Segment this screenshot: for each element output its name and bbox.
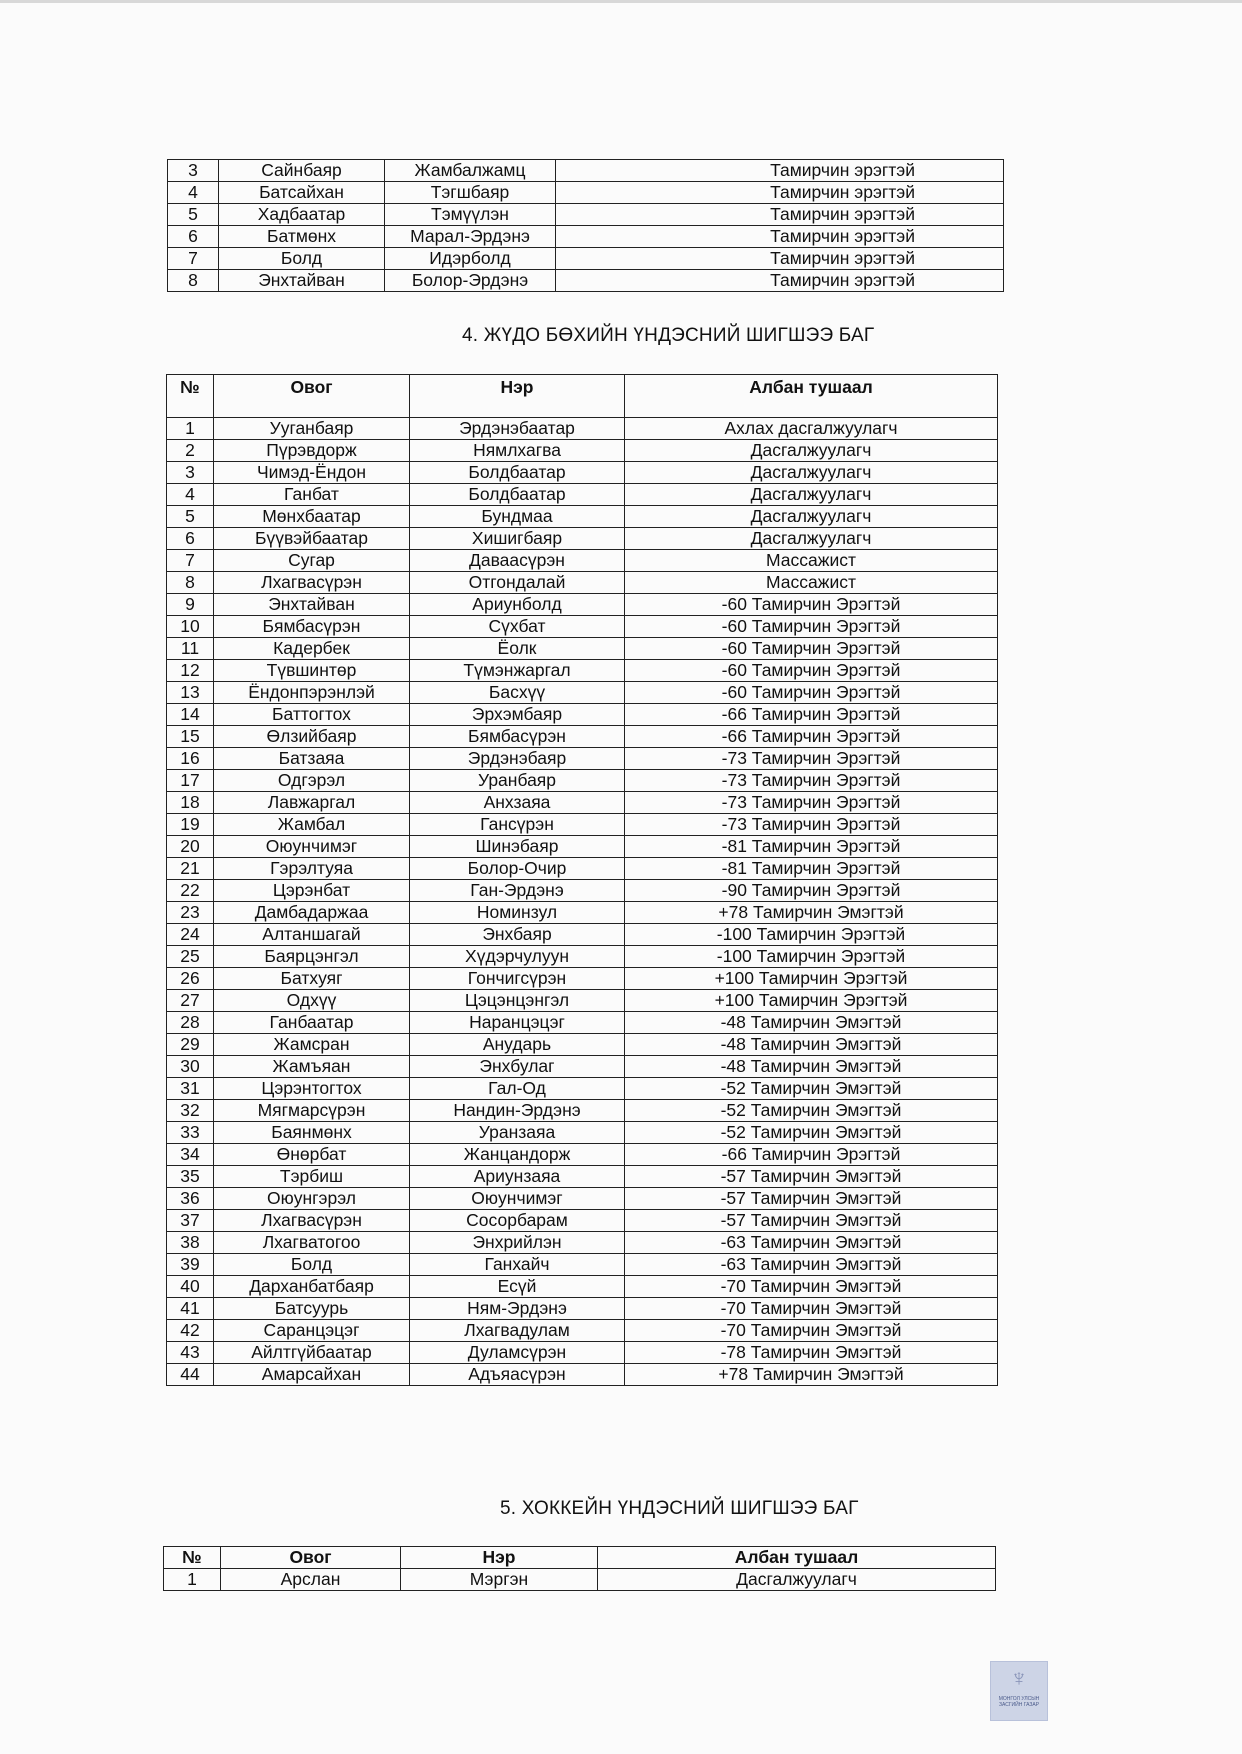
table-row [167, 1144, 998, 1166]
cell-surname: Энхтайван [214, 594, 410, 616]
table-row [167, 484, 998, 506]
cell-surname: Чимэд-Ёндон [214, 462, 410, 484]
cell-name: Гончигсүрэн [410, 968, 625, 990]
cell-name: Эрдэнэбаатар [410, 418, 625, 440]
table-row [168, 248, 1004, 270]
cell-surname: Дамбадаржаа [214, 902, 410, 924]
cell-number: 5 [168, 204, 219, 226]
cell-number: 5 [167, 506, 214, 528]
cell-number: 35 [167, 1166, 214, 1188]
table-row [167, 1254, 998, 1276]
cell-surname: Дарханбатбаяр [214, 1276, 410, 1298]
cell-position: -52 Тамирчин Эмэгтэй [625, 1078, 998, 1100]
table-row [167, 748, 998, 770]
table-row [167, 1034, 998, 1056]
cell-name: Мэргэн [401, 1569, 598, 1591]
cell-number: 7 [167, 550, 214, 572]
cell-name: Энхрийлэн [410, 1232, 625, 1254]
cell-number: 14 [167, 704, 214, 726]
table-row [167, 946, 998, 968]
cell-name: Энхбулаг [410, 1056, 625, 1078]
table-row [167, 1342, 998, 1364]
cell-number: 16 [167, 748, 214, 770]
cell-number: 20 [167, 836, 214, 858]
cell-number: 41 [167, 1298, 214, 1320]
cell-name: Номинзул [410, 902, 625, 924]
cell-surname: Саранцэцэг [214, 1320, 410, 1342]
cell-name: Тэмүүлэн [385, 204, 556, 226]
table-row [167, 704, 998, 726]
cell-number: 6 [167, 528, 214, 550]
header-position: Албан тушаал [598, 1547, 996, 1569]
cell-number: 4 [167, 484, 214, 506]
cell-number: 8 [168, 270, 219, 292]
table-row [167, 506, 998, 528]
cell-number: 12 [167, 660, 214, 682]
table-row [167, 594, 998, 616]
cell-position: Дасгалжуулагч [625, 462, 998, 484]
cell-number: 33 [167, 1122, 214, 1144]
table-row [167, 1320, 998, 1342]
cell-position: -70 Тамирчин Эмэгтэй [625, 1320, 998, 1342]
cell-number: 6 [168, 226, 219, 248]
cell-position: -81 Тамирчин Эрэгтэй [625, 858, 998, 880]
cell-number: 2 [167, 440, 214, 462]
cell-name: Даваасүрэн [410, 550, 625, 572]
table-row [168, 182, 1004, 204]
cell-number: 7 [168, 248, 219, 270]
cell-name: Анударь [410, 1034, 625, 1056]
cell-surname: Амарсайхан [214, 1364, 410, 1386]
cell-name: Нямлхагва [410, 440, 625, 462]
table-row [168, 160, 1004, 182]
cell-number: 8 [167, 572, 214, 594]
cell-position: -73 Тамирчин Эрэгтэй [625, 814, 998, 836]
cell-position: -81 Тамирчин Эрэгтэй [625, 836, 998, 858]
cell-surname: Батхуяг [214, 968, 410, 990]
cell-surname: Лавжаргал [214, 792, 410, 814]
cell-number: 32 [167, 1100, 214, 1122]
cell-surname: Кадербек [214, 638, 410, 660]
table-row [167, 902, 998, 924]
cell-surname: Одхүү [214, 990, 410, 1012]
cell-number: 30 [167, 1056, 214, 1078]
table-row [167, 682, 998, 704]
table-row [167, 638, 998, 660]
cell-number: 28 [167, 1012, 214, 1034]
cell-name: Болор-Очир [410, 858, 625, 880]
cell-number: 21 [167, 858, 214, 880]
cell-name: Тэгшбаяр [385, 182, 556, 204]
cell-surname: Алтаншагай [214, 924, 410, 946]
table-row [167, 814, 998, 836]
cell-name: Ариунзаяа [410, 1166, 625, 1188]
header-name: Нэр [401, 1547, 598, 1569]
cell-position: -66 Тамирчин Эрэгтэй [625, 704, 998, 726]
cell-name: Ёолк [410, 638, 625, 660]
table-row [167, 528, 998, 550]
soyombo-emblem-icon: ♆ [1010, 1665, 1028, 1692]
cell-surname: Батсуурь [214, 1298, 410, 1320]
cell-number: 38 [167, 1232, 214, 1254]
cell-surname: Ууганбаяр [214, 418, 410, 440]
cell-name: Энхбаяр [410, 924, 625, 946]
cell-name: Сүхбат [410, 616, 625, 638]
cell-position: Массажист [625, 572, 998, 594]
table-row [167, 858, 998, 880]
cell-name: Жамбалжамц [385, 160, 556, 182]
cell-surname: Оюунчимэг [214, 836, 410, 858]
table-row [167, 1122, 998, 1144]
cell-position: -63 Тамирчин Эмэгтэй [625, 1232, 998, 1254]
table-row [167, 1232, 998, 1254]
cell-name: Ариунболд [410, 594, 625, 616]
cell-surname: Энхтайван [219, 270, 385, 292]
cell-position: Тамирчин эрэгтэй [556, 160, 1004, 182]
table-row [167, 1298, 998, 1320]
header-number: № [167, 375, 214, 418]
cell-surname: Цэрэнтогтох [214, 1078, 410, 1100]
hockey-table-header-row [164, 1547, 996, 1569]
cell-name: Гал-Од [410, 1078, 625, 1100]
cell-surname: Мягмарсүрэн [214, 1100, 410, 1122]
cell-number: 11 [167, 638, 214, 660]
table-row [168, 204, 1004, 226]
table-row [167, 660, 998, 682]
cell-position: -57 Тамирчин Эмэгтэй [625, 1210, 998, 1232]
cell-surname: Пүрэвдорж [214, 440, 410, 462]
cell-number: 3 [167, 462, 214, 484]
previous-team-table [167, 159, 1004, 292]
cell-position: -60 Тамирчин Эрэгтэй [625, 682, 998, 704]
cell-position: Дасгалжуулагч [625, 506, 998, 528]
emblem-text-line: ЗАСГИЙН ГАЗАР [998, 1702, 1040, 1708]
cell-position: -63 Тамирчин Эмэгтэй [625, 1254, 998, 1276]
cell-number: 23 [167, 902, 214, 924]
header-position: Албан тушаал [625, 375, 998, 418]
judo-table-header-row [167, 375, 998, 418]
cell-name: Жанцандорж [410, 1144, 625, 1166]
table-row [167, 770, 998, 792]
judo-team-table [166, 374, 998, 1386]
cell-surname: Оюунгэрэл [214, 1188, 410, 1210]
cell-number: 10 [167, 616, 214, 638]
header-name: Нэр [410, 375, 625, 418]
cell-number: 42 [167, 1320, 214, 1342]
cell-surname: Мөнхбаатар [214, 506, 410, 528]
cell-surname: Жамсран [214, 1034, 410, 1056]
cell-surname: Түвшинтөр [214, 660, 410, 682]
cell-name: Бундмаа [410, 506, 625, 528]
cell-name: Ганхайч [410, 1254, 625, 1276]
cell-position: Дасгалжуулагч [625, 528, 998, 550]
cell-number: 26 [167, 968, 214, 990]
cell-position: -57 Тамирчин Эмэгтэй [625, 1188, 998, 1210]
cell-surname: Ганбаатар [214, 1012, 410, 1034]
table-row [167, 572, 998, 594]
cell-position: Тамирчин эрэгтэй [556, 182, 1004, 204]
cell-surname: Айлтгүйбаатар [214, 1342, 410, 1364]
table-row [167, 726, 998, 748]
cell-position: -100 Тамирчин Эрэгтэй [625, 946, 998, 968]
cell-number: 24 [167, 924, 214, 946]
cell-surname: Баянмөнх [214, 1122, 410, 1144]
cell-position: -66 Тамирчин Эрэгтэй [625, 726, 998, 748]
cell-number: 40 [167, 1276, 214, 1298]
cell-surname: Өлзийбаяр [214, 726, 410, 748]
cell-position: -60 Тамирчин Эрэгтэй [625, 594, 998, 616]
cell-number: 31 [167, 1078, 214, 1100]
table-row [167, 1364, 998, 1386]
cell-surname: Батсайхан [219, 182, 385, 204]
cell-position: +100 Тамирчин Эрэгтэй [625, 990, 998, 1012]
cell-name: Уранбаяр [410, 770, 625, 792]
table-row [167, 1276, 998, 1298]
cell-number: 18 [167, 792, 214, 814]
hockey-team-table [163, 1546, 996, 1591]
cell-position: -78 Тамирчин Эмэгтэй [625, 1342, 998, 1364]
cell-surname: Лхагвасүрэн [214, 1210, 410, 1232]
cell-number: 44 [167, 1364, 214, 1386]
table-row [167, 1188, 998, 1210]
cell-name: Марал-Эрдэнэ [385, 226, 556, 248]
cell-number: 4 [168, 182, 219, 204]
cell-number: 27 [167, 990, 214, 1012]
cell-surname: Батмөнх [219, 226, 385, 248]
table-row [167, 550, 998, 572]
cell-position: +78 Тамирчин Эмэгтэй [625, 1364, 998, 1386]
cell-surname: Бүүвэйбаатар [214, 528, 410, 550]
cell-position: Дасгалжуулагч [625, 440, 998, 462]
cell-position: Тамирчин эрэгтэй [556, 270, 1004, 292]
cell-surname: Болд [214, 1254, 410, 1276]
cell-position: -60 Тамирчин Эрэгтэй [625, 616, 998, 638]
cell-name: Гансүрэн [410, 814, 625, 836]
cell-name: Хишигбаяр [410, 528, 625, 550]
cell-position: -48 Тамирчин Эмэгтэй [625, 1056, 998, 1078]
government-emblem [990, 1661, 1048, 1721]
emblem-text-line: МОНГОЛ УЛСЫН [998, 1696, 1040, 1702]
table-row [167, 616, 998, 638]
cell-name: Эрхэмбаяр [410, 704, 625, 726]
cell-number: 9 [167, 594, 214, 616]
cell-surname: Лхагватогоо [214, 1232, 410, 1254]
cell-position: Тамирчин эрэгтэй [556, 226, 1004, 248]
cell-position: -73 Тамирчин Эрэгтэй [625, 792, 998, 814]
cell-number: 34 [167, 1144, 214, 1166]
cell-surname: Сугар [214, 550, 410, 572]
cell-name: Сосорбарам [410, 1210, 625, 1232]
cell-name: Лхагвадулам [410, 1320, 625, 1342]
table-row [167, 792, 998, 814]
cell-number: 25 [167, 946, 214, 968]
cell-name: Түмэнжаргал [410, 660, 625, 682]
cell-surname: Батзаяа [214, 748, 410, 770]
cell-surname: Баттогтох [214, 704, 410, 726]
cell-number: 29 [167, 1034, 214, 1056]
table-row [167, 1166, 998, 1188]
cell-surname: Сайнбаяр [219, 160, 385, 182]
table-row [167, 418, 998, 440]
cell-surname: Баярцэнгэл [214, 946, 410, 968]
cell-name: Шинэбаяр [410, 836, 625, 858]
cell-surname: Цэрэнбат [214, 880, 410, 902]
cell-position: -70 Тамирчин Эмэгтэй [625, 1298, 998, 1320]
header-surname: Овог [221, 1547, 401, 1569]
cell-number: 15 [167, 726, 214, 748]
cell-surname: Ганбат [214, 484, 410, 506]
cell-name: Басхүү [410, 682, 625, 704]
cell-position: -52 Тамирчин Эмэгтэй [625, 1100, 998, 1122]
cell-position: -52 Тамирчин Эмэгтэй [625, 1122, 998, 1144]
cell-number: 3 [168, 160, 219, 182]
cell-name: Идэрболд [385, 248, 556, 270]
cell-name: Болдбаатар [410, 484, 625, 506]
cell-position: -48 Тамирчин Эмэгтэй [625, 1012, 998, 1034]
cell-surname: Лхагвасүрэн [214, 572, 410, 594]
table-row [164, 1569, 996, 1591]
table-row [167, 462, 998, 484]
cell-position: -60 Тамирчин Эрэгтэй [625, 660, 998, 682]
cell-position: -70 Тамирчин Эмэгтэй [625, 1276, 998, 1298]
cell-name: Дуламсүрэн [410, 1342, 625, 1364]
cell-position: Дасгалжуулагч [625, 484, 998, 506]
cell-surname: Бямбасүрэн [214, 616, 410, 638]
cell-number: 22 [167, 880, 214, 902]
cell-name: Отгондалай [410, 572, 625, 594]
cell-position: -60 Тамирчин Эрэгтэй [625, 638, 998, 660]
cell-surname: Арслан [221, 1569, 401, 1591]
cell-surname: Жамбал [214, 814, 410, 836]
table-row [168, 226, 1004, 248]
cell-surname: Хадбаатар [219, 204, 385, 226]
page-top-edge [0, 0, 1242, 3]
cell-number: 19 [167, 814, 214, 836]
cell-name: Болор-Эрдэнэ [385, 270, 556, 292]
cell-surname: Болд [219, 248, 385, 270]
cell-number: 37 [167, 1210, 214, 1232]
table-row [167, 880, 998, 902]
cell-position: -48 Тамирчин Эмэгтэй [625, 1034, 998, 1056]
cell-name: Эрдэнэбаяр [410, 748, 625, 770]
cell-position: Тамирчин эрэгтэй [556, 248, 1004, 270]
cell-position: +100 Тамирчин Эрэгтэй [625, 968, 998, 990]
table-row [167, 836, 998, 858]
table-row [167, 1078, 998, 1100]
cell-number: 1 [167, 418, 214, 440]
table-row [167, 1210, 998, 1232]
table-row [167, 968, 998, 990]
cell-position: -66 Тамирчин Эрэгтэй [625, 1144, 998, 1166]
cell-surname: Ёндонпэрэнлэй [214, 682, 410, 704]
cell-position: Дасгалжуулагч [598, 1569, 996, 1591]
cell-surname: Одгэрэл [214, 770, 410, 792]
cell-position: -73 Тамирчин Эрэгтэй [625, 770, 998, 792]
cell-name: Наранцэцэг [410, 1012, 625, 1034]
cell-name: Бямбасүрэн [410, 726, 625, 748]
cell-number: 1 [164, 1569, 221, 1591]
header-number: № [164, 1547, 221, 1569]
cell-position: +78 Тамирчин Эмэгтэй [625, 902, 998, 924]
cell-surname: Өнөрбат [214, 1144, 410, 1166]
cell-name: Анхзаяа [410, 792, 625, 814]
cell-number: 17 [167, 770, 214, 792]
hockey-team-table-body [164, 1569, 996, 1591]
cell-surname: Тэрбиш [214, 1166, 410, 1188]
cell-number: 13 [167, 682, 214, 704]
table-row [167, 990, 998, 1012]
cell-surname: Жамъяан [214, 1056, 410, 1078]
cell-name: Адъяасүрэн [410, 1364, 625, 1386]
cell-position: Ахлах дасгалжуулагч [625, 418, 998, 440]
cell-position: Тамирчин эрэгтэй [556, 204, 1004, 226]
cell-name: Болдбаатар [410, 462, 625, 484]
cell-name: Ням-Эрдэнэ [410, 1298, 625, 1320]
cell-position: -90 Тамирчин Эрэгтэй [625, 880, 998, 902]
previous-team-table-body [168, 160, 1004, 292]
cell-number: 39 [167, 1254, 214, 1276]
table-row [167, 440, 998, 462]
table-row [168, 270, 1004, 292]
cell-position: -57 Тамирчин Эмэгтэй [625, 1166, 998, 1188]
cell-name: Есүй [410, 1276, 625, 1298]
cell-number: 36 [167, 1188, 214, 1210]
cell-name: Цэцэнцэнгэл [410, 990, 625, 1012]
section-4-title: 4. ЖҮДО БӨХИЙН ҮНДЭСНИЙ ШИГШЭЭ БАГ [462, 325, 875, 346]
cell-name: Ган-Эрдэнэ [410, 880, 625, 902]
cell-surname: Гэрэлтуяа [214, 858, 410, 880]
cell-number: 43 [167, 1342, 214, 1364]
table-row [167, 924, 998, 946]
cell-position: -73 Тамирчин Эрэгтэй [625, 748, 998, 770]
section-5-title: 5. ХОККЕЙН ҮНДЭСНИЙ ШИГШЭЭ БАГ [500, 1498, 859, 1519]
cell-position: Массажист [625, 550, 998, 572]
table-row [167, 1012, 998, 1034]
cell-name: Уранзаяа [410, 1122, 625, 1144]
table-row [167, 1100, 998, 1122]
cell-position: -100 Тамирчин Эрэгтэй [625, 924, 998, 946]
table-row [167, 1056, 998, 1078]
cell-name: Оюунчимэг [410, 1188, 625, 1210]
judo-team-table-body [167, 418, 998, 1386]
header-surname: Овог [214, 375, 410, 418]
cell-name: Нандин-Эрдэнэ [410, 1100, 625, 1122]
cell-name: Хүдэрчулуун [410, 946, 625, 968]
